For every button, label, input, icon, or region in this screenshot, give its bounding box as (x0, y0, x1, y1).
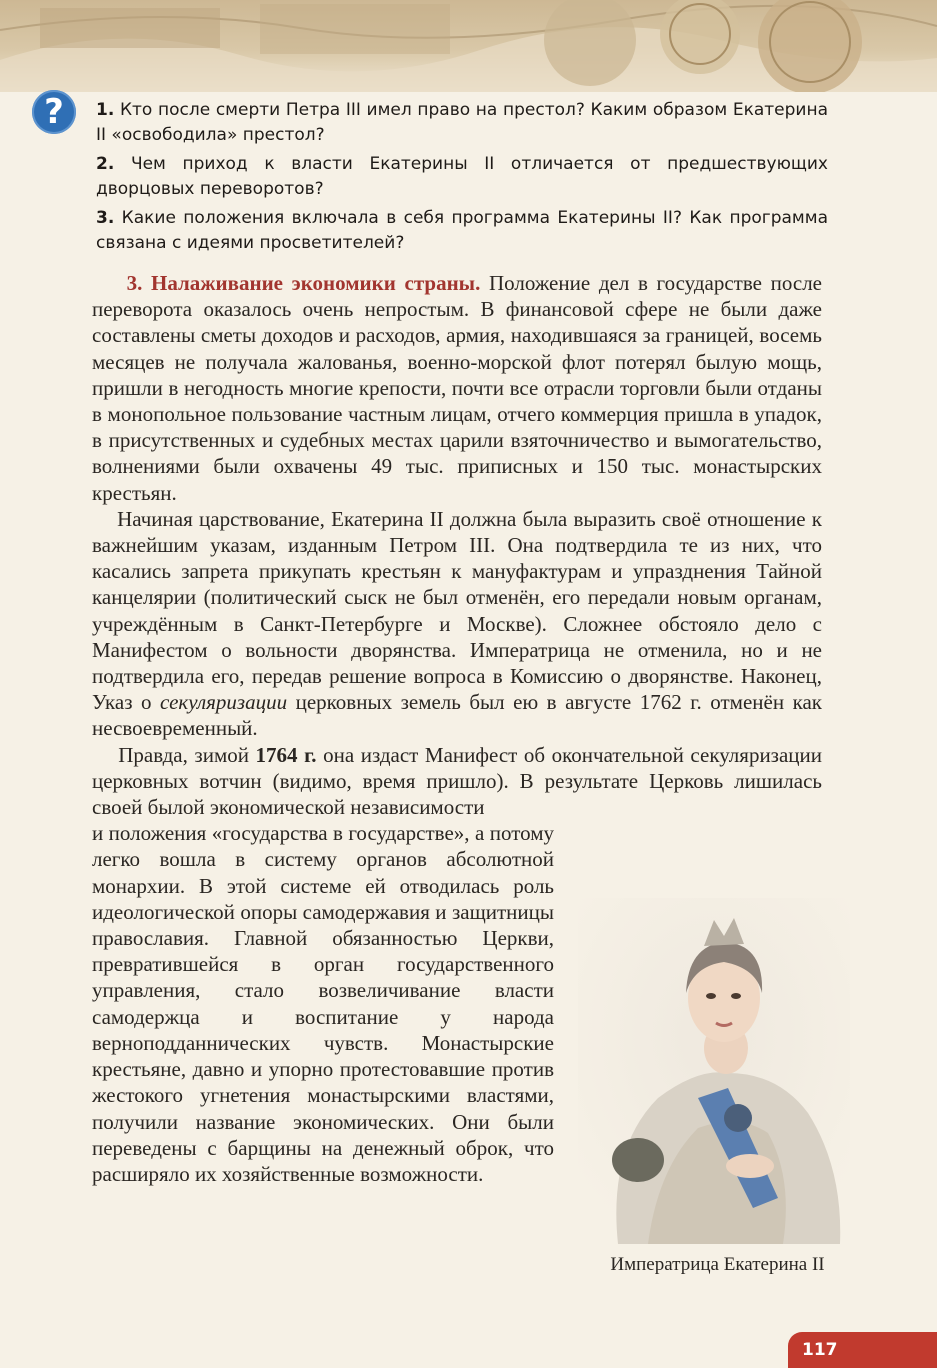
question-2-number: 2. (96, 154, 115, 174)
paragraph-3-text-a: Правда, зимой (118, 742, 256, 767)
paragraph-2 (92, 506, 822, 742)
portrait-image (578, 898, 850, 1244)
question-1-text: Кто после смерти Петра III имел право на престол? Каким образом Екатерина II «освободила» престол? (96, 100, 828, 145)
review-questions (96, 98, 828, 260)
question-3-number: 3. (96, 208, 115, 228)
section-heading: 3. Налаживание экономики страны. (126, 271, 481, 295)
question-3 (96, 206, 828, 255)
header-banner (0, 0, 937, 92)
portrait-illustration (578, 898, 850, 1244)
page-number: 117 (788, 1332, 937, 1368)
question-2 (96, 152, 828, 201)
paragraph-1 (92, 270, 822, 506)
banner-illustration (0, 0, 937, 92)
paragraph-3-continued: и положения «государства в государстве», а потому легко вошла в систему органов абсолютной монархии. В этой системе ей отводилась роль идеологической опоры самодержавия и защитницы православия. Главной обязанностью Церкви, превратившейся в орган государственного управления, стало возвеличивание власти самодержца и воспитание у народа верноподданнических чувств. Монастырские крестьяне, давно и упорно протестовавшие против жестокого угнетения монастырскими властями, получили название экономических. Они были переведены с барщины на денежный оброк, что расширяло их хозяйственные возможности. (92, 821, 554, 1186)
question-3-text: Какие положения включала в себя программа Екатерины II? Как программа связана с идеями просветителей? (96, 208, 828, 253)
paragraph-3-year: 1764 г. (255, 742, 317, 767)
question-1-number: 1. (96, 100, 115, 120)
paragraph-1-text: Положение дел в государстве после переворота оказалось очень непростым. В финансовой сфере не были даже составлены сметы доходов и расходов, армия, находившаяся за границей, восемь месяцев не получала жалованья, военно-морской флот потерял былую мощь, пришли в негодность многие крепости, почти все отрасли торговли были отданы в монопольное пользование частным лицам, отчего коммерция пришла в упадок, в присутственных и судебных местах царили взяточничество и вымогательство, волнениями были охвачены 49 тыс. приписных и 150 тыс. монастырских крестьян. (92, 271, 823, 505)
paragraph-3-text-b: она издаст Манифест об окончательной секуляризации церковных вотчин (видимо, время пришло). В результате Церковь лишилась своей былой экономической независимости (92, 742, 823, 820)
figure-caption: Императрица Екатерина II (610, 1254, 825, 1275)
paragraph-2-text-a: Начиная царствование, Екатерина II должна была выразить своё отношение к важнейшим указам, изданным Петром III. Она подтвердила те из них, что касались запрета прикупать крестьян к мануфактурам и упразднения Тайной канцелярии (политический сыск не был отменён, его передали новым органам, учреждённым в Санкт-Петербурге и Москве). Сложнее обстояло дело с Манифестом о вольности дворянства. Императрица не отменила, но и не подтвердила его, передав решение вопроса в Комиссию о дворянстве. Наконец, Указ о (92, 506, 822, 715)
paragraph-2-term: секуляризации (160, 690, 288, 715)
paragraph-3 (92, 742, 822, 821)
question-1 (96, 98, 828, 147)
question-mark-icon: ? (32, 90, 76, 134)
question-2-text: Чем приход к власти Екатерины II отличается от предшествующих дворцовых переворотов? (96, 154, 828, 199)
paragraph-2-text-b: церковных земель был ею в августе 1762 г. отменён как несвоевременный. (92, 690, 822, 741)
